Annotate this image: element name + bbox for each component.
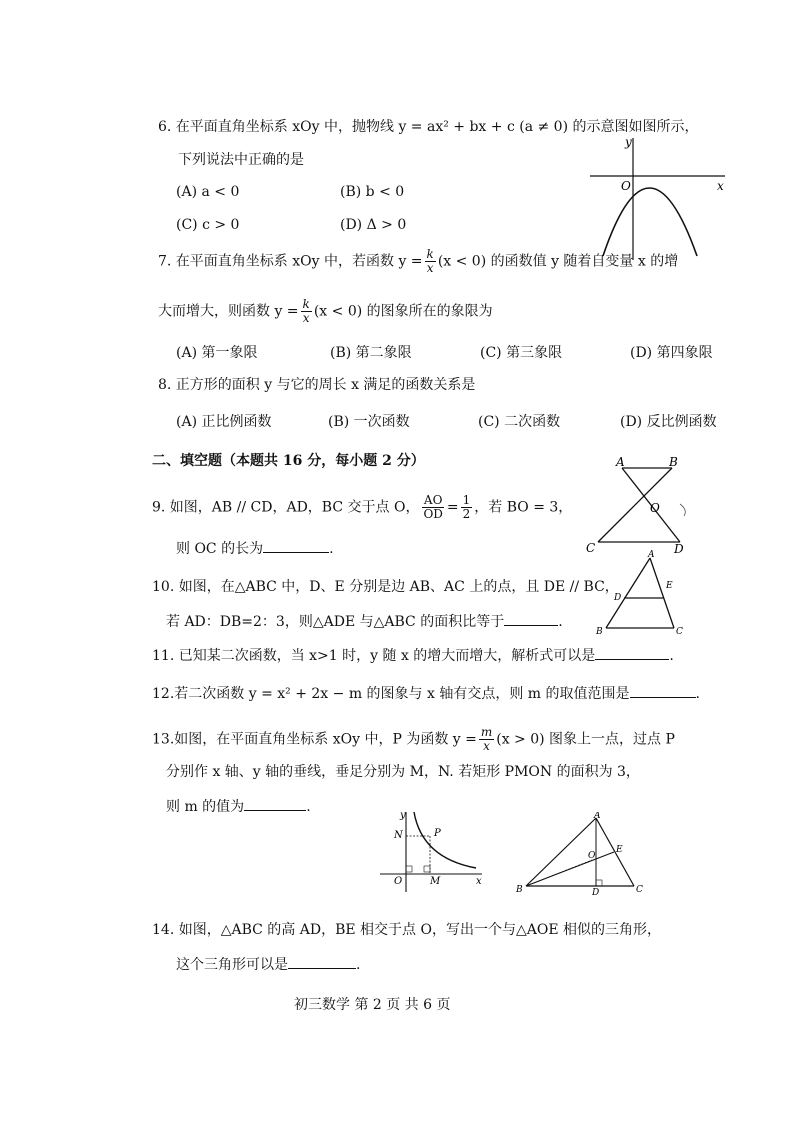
q14-fig-label-o: O (588, 851, 596, 861)
q7-frac2-den: x (302, 311, 310, 325)
q12-line-b: . (695, 686, 700, 702)
q13-fraction (479, 726, 494, 753)
q7-line2-b: (x < 0) 的图象所在的象限为 (313, 303, 493, 320)
q8-option-a: (A) 正比例函数 (176, 414, 272, 430)
q10-answer-blank[interactable] (504, 611, 558, 626)
q6-line1: 6. 在平面直角坐标系 xOy 中，抛物线 y = ax² + bx + c (a ≠ 0) 的示意图如图所示， (158, 119, 699, 135)
q6-fig-label-o: O (621, 179, 631, 193)
q14-line1: 14. 如图，△ABC 的高 AD，BE 相交于点 O，写出一个与△AOE 相似的三角形， (152, 922, 661, 938)
q13-line1-b: (x > 0) 图象上一点，过点 P (496, 731, 675, 748)
q7-line1 (158, 248, 678, 275)
q7-fraction-2 (301, 298, 312, 325)
q14-fig-label-e: E (616, 845, 623, 855)
q9-equals: = (446, 499, 459, 516)
q7-line2-a: 大而增大，则函数 y = (158, 303, 299, 320)
q9-fraction (421, 494, 444, 521)
page-footer: 初三数学 第 2 页 共 6 页 (294, 997, 451, 1013)
q7-frac2-num: k (302, 297, 310, 311)
q11-line-a: 11. 已知某二次函数，当 x>1 时，y 随 x 的增大而增大，解析式可以是 (152, 648, 596, 664)
q8-line1: 8. 正方形的面积 y 与它的周长 x 满足的函数关系是 (158, 377, 476, 393)
q14-triangle-figure (510, 812, 646, 896)
q13-line3-b: . (306, 799, 311, 815)
q10-triangle-figure (594, 550, 690, 636)
q9-bowtie-figure (580, 454, 700, 554)
q13-frac-den: x (483, 739, 490, 753)
q9-line2-a: 则 OC 的长为 (176, 541, 264, 557)
q9-frac-num: AO (423, 493, 443, 507)
q9-fig-label-c: C (586, 541, 596, 554)
q10-line2-b: . (558, 614, 563, 630)
q10-line2-a: 若 AD：DB=2：3，则△ADE 与△ABC 的面积比等于 (166, 614, 505, 630)
q9-line2 (176, 538, 334, 558)
q13-answer-blank[interactable] (244, 796, 306, 811)
q9-line1 (152, 494, 572, 521)
q7-option-a: (A) 第一象限 (176, 345, 258, 361)
q9-line1-a: 9. 如图，AB // CD，AD，BC 交于点 O， (152, 499, 420, 516)
q6-fig-label-x: x (717, 179, 724, 193)
q11-line (152, 645, 674, 665)
q7-option-b: (B) 第二象限 (330, 345, 412, 361)
q8-option-b: (B) 一次函数 (328, 414, 410, 430)
q6-line2: 下列说法中正确的是 (178, 152, 304, 168)
q9-answer-blank[interactable] (263, 538, 329, 553)
q13-line3-a: 则 m 的值为 (166, 799, 245, 815)
q8-option-c: (C) 二次函数 (478, 414, 561, 430)
q11-line-b: . (669, 648, 674, 664)
q13-line1 (152, 726, 675, 753)
q6-option-b: (B) b < 0 (340, 184, 405, 200)
q7-frac-num: k (426, 247, 434, 261)
q13-fig-label-n: N (394, 830, 403, 841)
q9-line2-b: . (329, 541, 334, 557)
q9-line1-c: ，若 BO = 3， (474, 499, 573, 516)
q13-line2: 分别作 x 轴、y 轴的垂线，垂足分别为 M，N. 若矩形 PMON 的面积为 3， (166, 764, 640, 780)
q10-fig-label-b: B (596, 627, 603, 636)
q13-line3 (166, 796, 311, 816)
q9-frac2-den: 2 (462, 507, 471, 521)
q7-option-d: (D) 第四象限 (630, 345, 713, 361)
q10-fig-label-d: D (614, 593, 622, 603)
q9-fig-label-b: B (669, 455, 678, 469)
q6-parabola-figure (585, 134, 730, 262)
q14-fig-label-b: B (516, 885, 523, 895)
q6-fig-label-y: y (625, 135, 632, 149)
q14-line2 (176, 954, 360, 974)
q13-line1-a: 13.如图，在平面直角坐标系 xOy 中，P 为函数 y = (152, 731, 477, 748)
q7-option-c: (C) 第三象限 (480, 345, 563, 361)
q12-line-a: 12.若二次函数 y = x² + 2x − m 的图象与 x 轴有交点，则 m 的取值范围是 (152, 686, 630, 702)
q8-option-d: (D) 反比例函数 (620, 414, 717, 430)
q13-fig-label-m: M (430, 876, 441, 887)
q10-line2 (166, 611, 563, 631)
q6-option-a: (A) a < 0 (176, 184, 240, 200)
q10-fig-label-a: A (648, 550, 655, 560)
q9-frac-den: OD (423, 507, 443, 521)
q13-hyperbola-figure (364, 808, 488, 896)
q14-line2-a: 这个三角形可以是 (176, 957, 288, 973)
q9-fig-label-a: A (616, 455, 625, 469)
q9-frac2-num: 1 (462, 493, 471, 507)
q14-answer-blank[interactable] (288, 954, 356, 969)
q13-fig-label-p: P (434, 828, 441, 839)
q7-line1-a: 7. 在平面直角坐标系 xOy 中，若函数 y = (158, 253, 423, 270)
q9-fraction-2 (461, 494, 473, 521)
q14-line2-b: . (356, 957, 361, 973)
q10-fig-label-c: C (676, 627, 683, 636)
q13-fig-label-o: O (394, 876, 403, 887)
q12-line (152, 683, 700, 703)
q13-fig-label-x: x (476, 876, 482, 887)
q7-line1-b: (x < 0) 的函数值 y 随着自变量 x 的增 (437, 253, 679, 270)
q7-line2 (158, 298, 493, 325)
q14-fig-label-a: A (594, 812, 601, 821)
q11-answer-blank[interactable] (595, 645, 669, 660)
q7-frac-den: x (426, 261, 434, 275)
section2-title: 二、填空题（本题共 16 分，每小题 2 分） (152, 453, 425, 469)
q13-fig-label-y: y (400, 810, 406, 821)
q7-fraction (425, 248, 436, 275)
q14-fig-label-d: D (592, 888, 600, 896)
q9-fig-label-o: O (650, 501, 660, 515)
q14-fig-label-c: C (636, 885, 643, 895)
q9-fig-label-d: D (674, 542, 684, 554)
q13-frac-num: m (480, 725, 493, 739)
q6-option-d: (D) Δ > 0 (340, 217, 407, 233)
q10-line1: 10. 如图，在△ABC 中，D、E 分别是边 AB、AC 上的点，且 DE // BC， (152, 579, 619, 595)
q6-option-c: (C) c > 0 (176, 217, 240, 233)
q10-fig-label-e: E (666, 581, 673, 591)
q12-answer-blank[interactable] (630, 683, 696, 698)
